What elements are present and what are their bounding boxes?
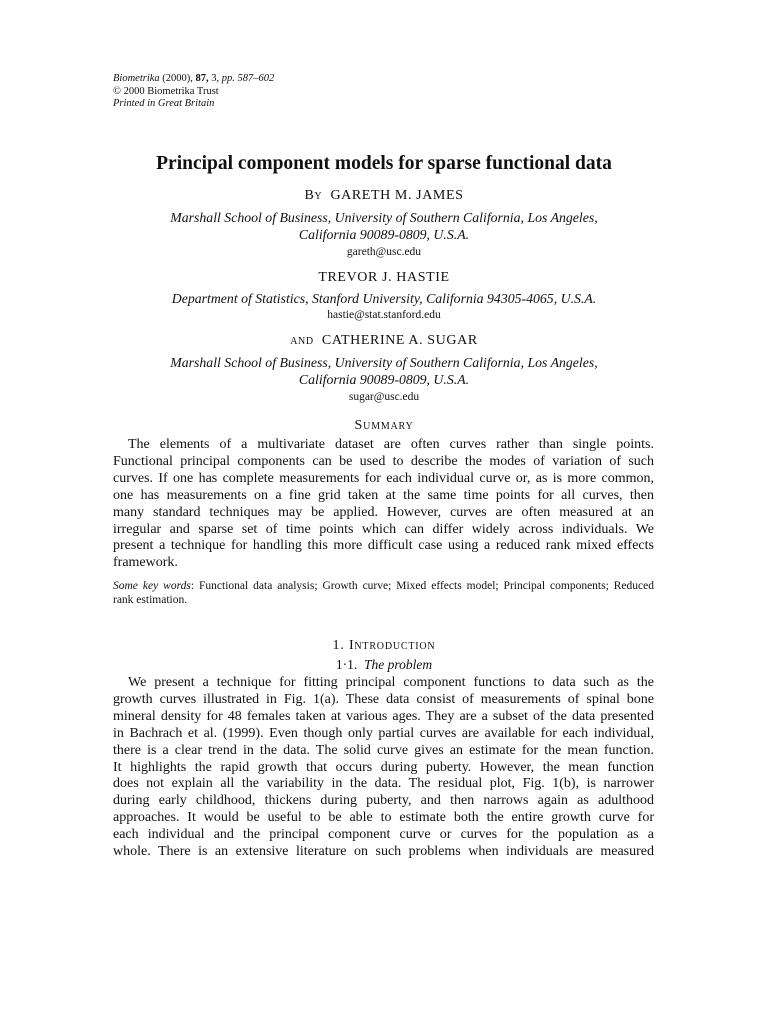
body-line: whole. There is an extensive literature on such problems when individuals are measured [113, 844, 654, 860]
key-words-line-1 [113, 579, 654, 593]
key-words-line-2: rank estimation. [113, 594, 188, 606]
author-3-affiliation-line-2: California 90089-0809, U.S.A. [298, 372, 470, 387]
citation-pages: pp. 587–602 [221, 73, 275, 84]
copyright-line: © 2000 Biometrika Trust [113, 85, 219, 97]
author-3-name: CATHERINE A. SUGAR [321, 333, 478, 348]
subsection-heading [0, 657, 768, 673]
paper-title: Principal component models for sparse functional data [156, 153, 612, 174]
author-2-affiliation-line-1: Department of Statistics, Stanford University, California 94305-4065, U.S.A. [171, 291, 597, 306]
key-words [113, 579, 654, 607]
citation-volume: 87, [195, 73, 209, 84]
journal-header [113, 73, 274, 111]
body-line: It highlights the rapid growth that occurs during puberty. However, the mean function [113, 759, 654, 775]
author-2-name: TREVOR J. HASTIE [318, 270, 450, 285]
citation-issue: 3, [208, 73, 222, 84]
author-2-email: hastie@stat.stanford.edu [327, 309, 441, 321]
citation-journal: Biometrika [113, 73, 160, 84]
body-line: growth curves illustrated in Fig. 1(a). These data consist of measurements of spinal bone [113, 691, 654, 707]
summary-line: one has measurements on a fine grid taken at the same time points for all curves, then [113, 487, 654, 503]
summary-line: present a technique for handling this more difficult case using a reduced rank mixed effects [113, 538, 654, 554]
author-1-affiliation-line-1: Marshall School of Business, University of Southern California, Los Angeles, [170, 210, 598, 225]
summary-line: The elements of a multivariate dataset are often curves rather than single points. [128, 437, 654, 452]
author-3-line [0, 332, 768, 349]
key-words-label: Some key words [113, 580, 191, 592]
summary-line: many standard techniques may be applied. However, curves are often measured at an [113, 504, 654, 520]
body-line: each individual and the principal component curve or curves for the population as a [113, 827, 654, 843]
author-3-email: sugar@usc.edu [348, 391, 420, 403]
summary-line: irregular and sparse set of time points which can differ widely across individuals. We [113, 521, 654, 537]
author-1-name: GARETH M. JAMES [330, 188, 464, 203]
body-line: We present a technique for fitting principal component functions to data such as the [128, 675, 654, 690]
summary-line: curves. If one has complete measurements for each individual curve or, as is more common, [113, 470, 654, 486]
printed-line: Printed in Great Britain [113, 98, 215, 110]
body-line: approaches. It would be useful to be able to estimate both the entire growth curve for [113, 810, 654, 826]
subsection-title: The problem [364, 657, 433, 672]
body-line: there is a clear trend in the data. The solid curve gives an estimate for the mean function. [113, 742, 654, 758]
summary-paragraph [113, 437, 654, 572]
citation-year: (2000), [159, 73, 196, 84]
introduction-heading: 1. Introduction [332, 638, 436, 653]
subsection-number: 1·1. [335, 657, 358, 672]
introduction-paragraph [113, 675, 654, 861]
body-line: in Bachrach et al. (1999). Even though only partial curves are available for each individual, [113, 725, 654, 741]
author-1-line [0, 187, 768, 204]
summary-heading: Summary [354, 418, 414, 433]
author-1-affiliation-line-2: California 90089-0809, U.S.A. [298, 227, 470, 242]
author-1-email: gareth@usc.edu [346, 246, 422, 258]
author-3-affiliation-line-1: Marshall School of Business, University of Southern California, Los Angeles, [170, 355, 598, 370]
author-1-prefix: By [304, 188, 323, 203]
summary-line: framework. [113, 555, 178, 571]
body-line: does not explain all the variability in the data. The residual plot, Fig. 1(b), is narrower [113, 776, 654, 792]
body-line: mineral density for 48 females taken at various ages. They are a subset of the data presented [113, 708, 654, 724]
key-words-list: : Functional data analysis; Growth curve; Mixed effects model; Principal components; Reduced [190, 580, 654, 592]
citation-line [113, 73, 274, 86]
author-3-prefix: and [290, 333, 314, 348]
summary-line: Functional principal components can be used to describe the modes of variation of such [113, 453, 654, 469]
body-line: during early childhood, thickens during puberty, and then narrows again as adulthood [113, 793, 654, 809]
